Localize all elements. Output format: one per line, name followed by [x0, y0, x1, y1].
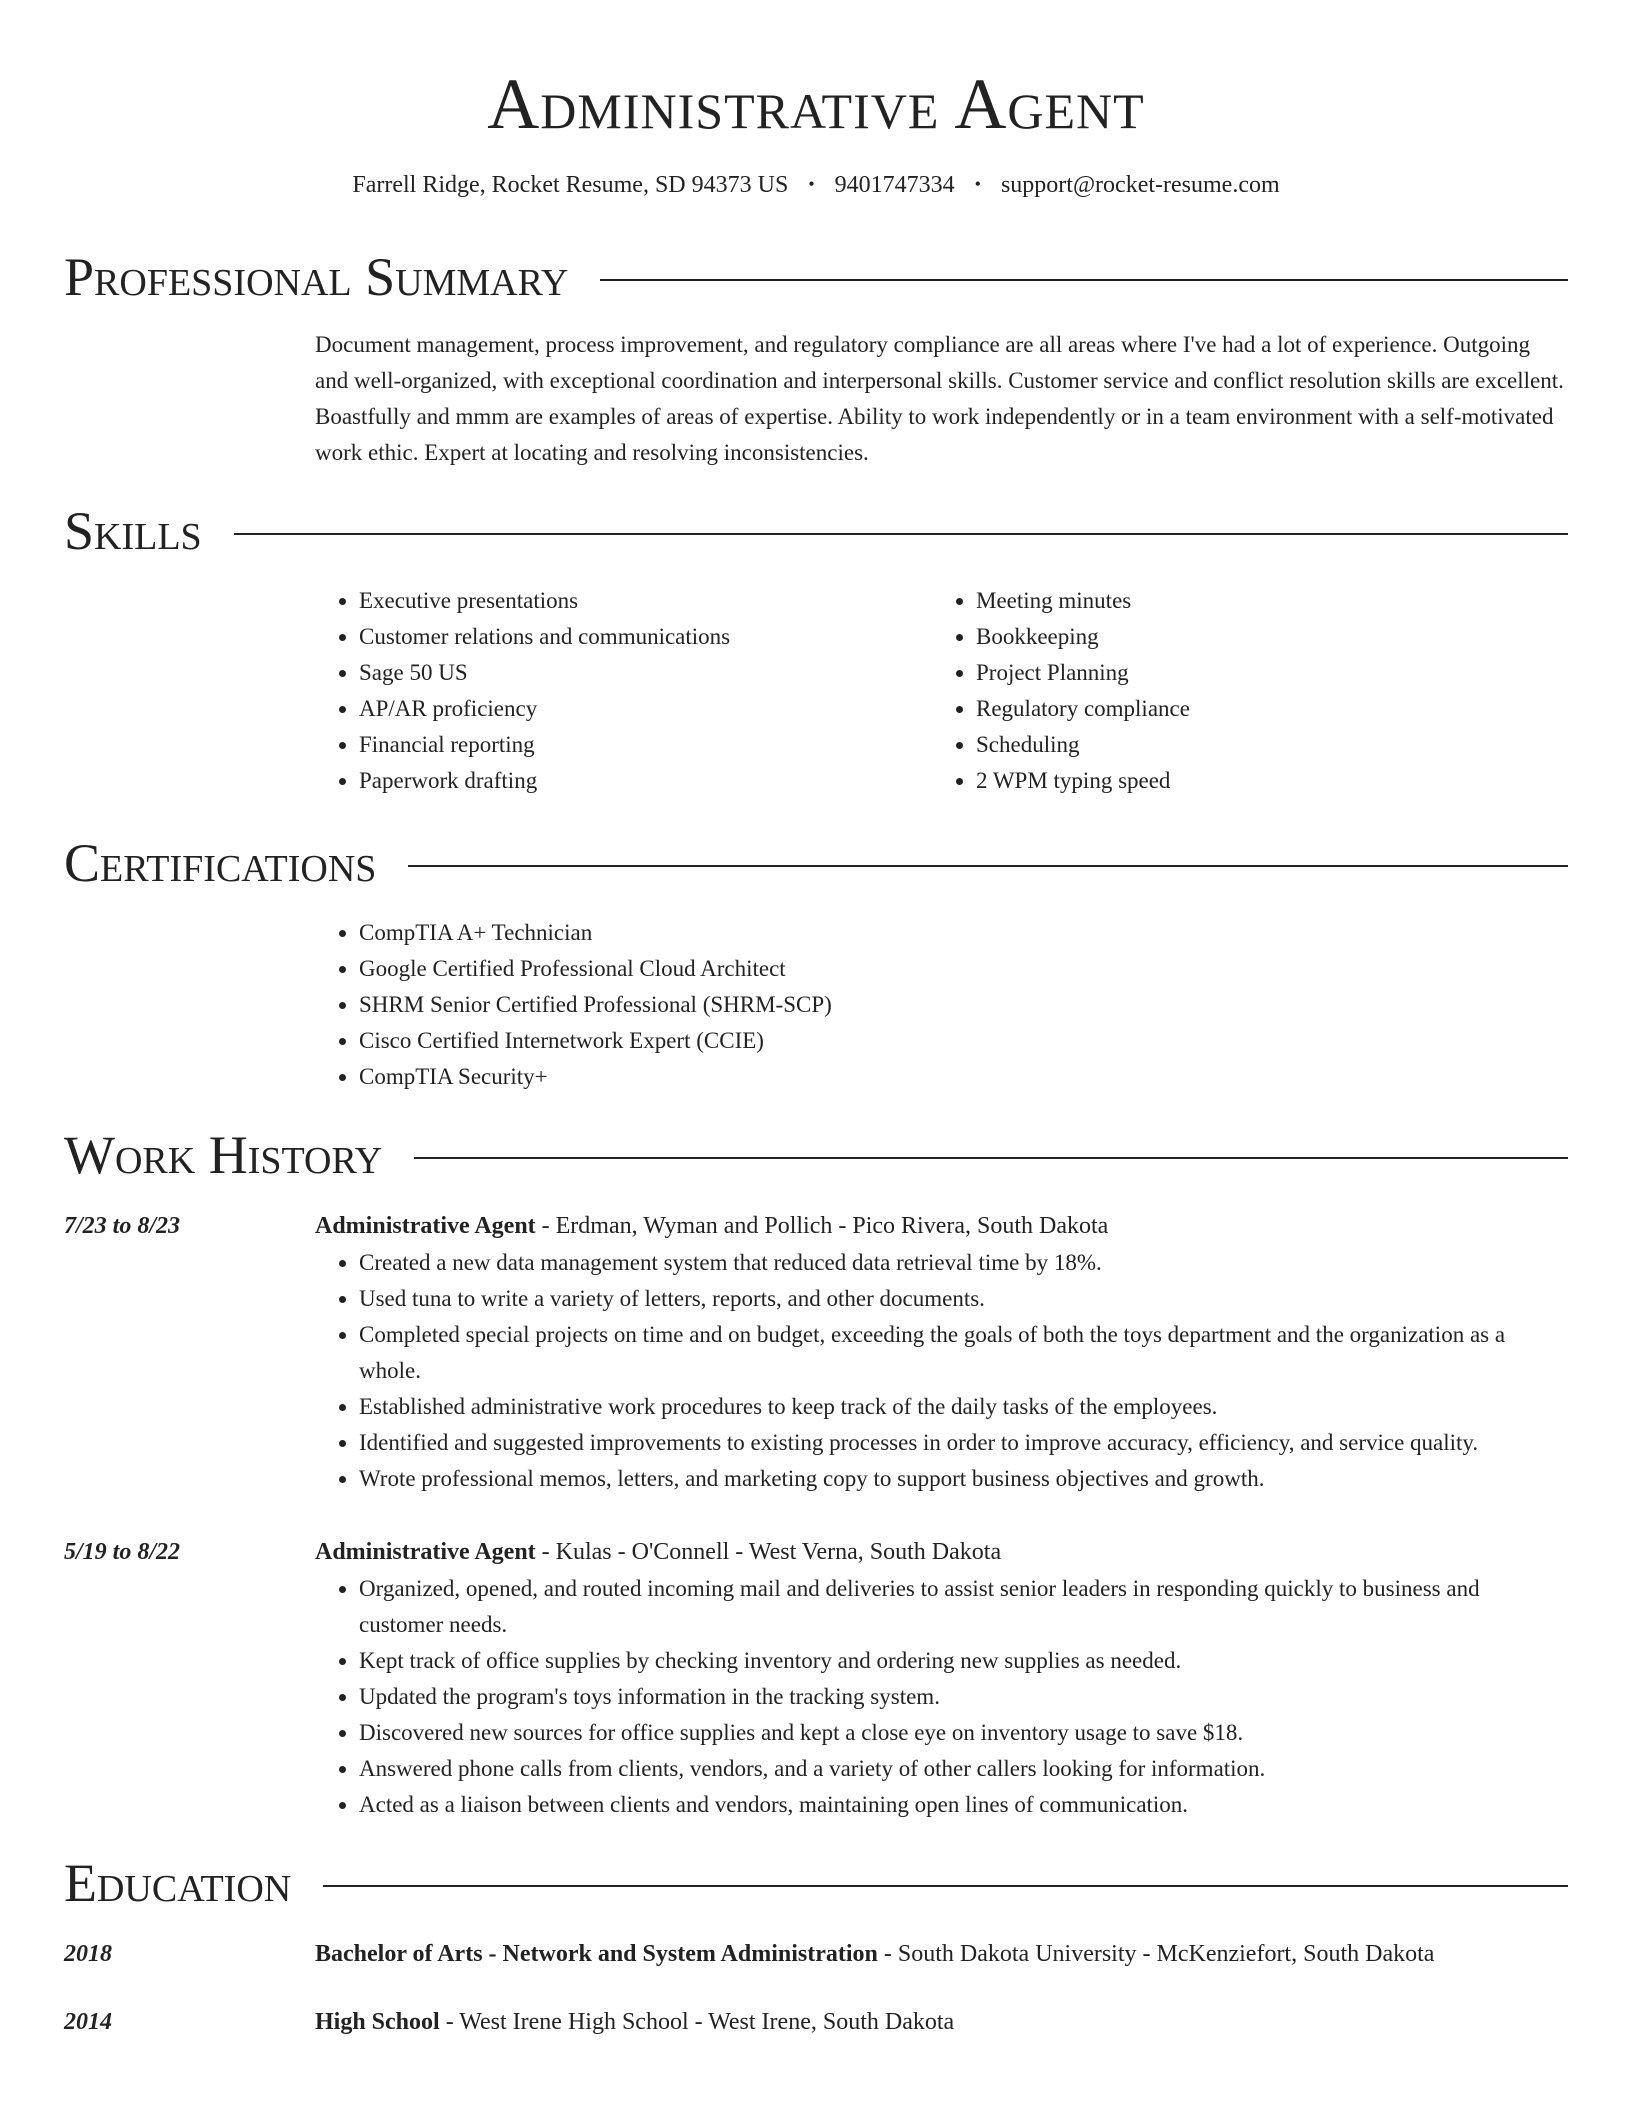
certification-item: • CompTIA Security+	[359, 1059, 1568, 1095]
summary-section	[64, 247, 1568, 471]
skills-column-left	[315, 583, 932, 799]
certifications-title: Certifications	[64, 833, 377, 893]
section-header	[64, 501, 1568, 561]
skill-item: • Customer relations and communications	[359, 619, 932, 655]
section-header	[64, 1853, 1568, 1913]
skill-item: • Paperwork drafting	[359, 763, 932, 799]
job-bullet: • Kept track of office supplies by checking inventory and ordering new supplies as needed.	[359, 1643, 1568, 1679]
education-details	[315, 1935, 1568, 1973]
section-divider	[323, 1885, 1568, 1887]
job-bullet: • Established administrative work procedures to keep track of the daily tasks of the employees.	[359, 1389, 1568, 1425]
contact-phone: 9401747334	[834, 172, 955, 198]
job-bullet: • Discovered new sources for office supplies and kept a close eye on inventory usage to save $18.	[359, 1715, 1568, 1751]
skill-item: • Scheduling	[976, 727, 1549, 763]
education-details	[315, 2003, 1568, 2041]
skill-item: • Sage 50 US	[359, 655, 932, 691]
education-year: 2018	[64, 1941, 112, 1967]
skill-item: • 2 WPM typing speed	[976, 763, 1549, 799]
education-school: - South Dakota University - McKenziefort, South Dakota	[877, 1941, 1435, 1967]
skill-item: • Executive presentations	[359, 583, 932, 619]
job-employer: - Erdman, Wyman and Pollich - Pico Rivera, South Dakota	[535, 1213, 1109, 1239]
job-heading	[315, 1207, 1568, 1245]
job-bullet: • Updated the program's toys information in the tracking system.	[359, 1679, 1568, 1715]
skill-item: • Project Planning	[976, 655, 1549, 691]
job-title: Administrative Agent	[315, 1539, 536, 1565]
contact-separator: •	[974, 174, 981, 194]
certification-item: • CompTIA A+ Technician	[359, 915, 1568, 951]
certifications-bullets	[315, 915, 1568, 1095]
skill-item: • Financial reporting	[359, 727, 932, 763]
skills-grid	[315, 583, 1568, 799]
skills-list-left	[315, 583, 932, 799]
education-degree: High School	[315, 2009, 440, 2035]
work-history-title: Work History	[64, 1125, 383, 1185]
contact-address: Farrell Ridge, Rocket Resume, SD 94373 US	[352, 172, 789, 198]
job-heading	[315, 1533, 1568, 1571]
job-bullets	[315, 1571, 1568, 1823]
education-entry	[64, 1935, 1568, 1973]
skill-item: • Bookkeeping	[976, 619, 1549, 655]
job-bullet: • Answered phone calls from clients, vendors, and a variety of other callers looking for information.	[359, 1751, 1568, 1787]
work-history-section	[64, 1125, 1568, 1823]
job-title: Administrative Agent	[315, 1213, 536, 1239]
job-entry	[64, 1207, 1568, 1497]
job-details	[315, 1533, 1568, 1823]
job-employer: - Kulas - O'Connell - West Verna, South Dakota	[535, 1539, 1002, 1565]
skills-section	[64, 501, 1568, 799]
resume-name: Administrative Agent	[487, 64, 1145, 144]
job-bullet: • Used tuna to write a variety of letters, reports, and other documents.	[359, 1281, 1568, 1317]
contact-line	[64, 168, 1568, 201]
job-details	[315, 1207, 1568, 1497]
job-bullet: • Acted as a liaison between clients and vendors, maintaining open lines of communication.	[359, 1787, 1568, 1823]
job-bullet: • Organized, opened, and routed incoming mail and deliveries to assist senior leaders in responding quickly to business and customer needs.	[359, 1571, 1568, 1643]
section-header	[64, 247, 1568, 307]
job-dates: 7/23 to 8/23	[64, 1213, 181, 1239]
certifications-list	[315, 915, 1568, 1095]
section-header	[64, 1125, 1568, 1185]
certifications-section	[64, 833, 1568, 1095]
summary-text: Document management, process improvement, and regulatory compliance are all areas where I've had a lot of experience. Outgoing and well-organized, with exceptional coordination and interpersonal skills. Customer service and conflict resolution skills are excellent. Boastfully and mmm are examples of areas of expertise. Ability to work independently or in a team environment with a self-motivated work ethic. Expert at locating and resolving inconsistencies.	[315, 332, 1564, 465]
section-divider	[414, 1157, 1568, 1159]
skills-list-right	[932, 583, 1549, 799]
certification-item: • SHRM Senior Certified Professional (SHRM-SCP)	[359, 987, 1568, 1023]
education-degree: Bachelor of Arts - Network and System Administration	[315, 1941, 878, 1967]
job-bullet: • Identified and suggested improvements to existing processes in order to improve accuracy, efficiency, and service quality.	[359, 1425, 1568, 1461]
job-bullets	[315, 1245, 1568, 1497]
education-school: - West Irene High School - West Irene, South Dakota	[439, 2009, 955, 2035]
certification-item: • Cisco Certified Internetwork Expert (CCIE)	[359, 1023, 1568, 1059]
job-entry	[64, 1533, 1568, 1823]
skill-item: • Meeting minutes	[976, 583, 1549, 619]
summary-title: Professional Summary	[64, 247, 569, 307]
skills-column-right	[932, 583, 1549, 799]
job-bullet: • Wrote professional memos, letters, and marketing copy to support business objectives and growth.	[359, 1461, 1568, 1497]
skill-item: • Regulatory compliance	[976, 691, 1549, 727]
skill-item: • AP/AR proficiency	[359, 691, 932, 727]
education-year: 2014	[64, 2009, 112, 2035]
education-section	[64, 1853, 1568, 2041]
job-bullet: • Completed special projects on time and on budget, exceeding the goals of both the toys department and the organization as a whole.	[359, 1317, 1568, 1389]
contact-email: support@rocket-resume.com	[1000, 172, 1280, 198]
section-divider	[600, 279, 1568, 281]
section-header	[64, 833, 1568, 893]
section-divider	[408, 865, 1568, 867]
education-title: Education	[64, 1853, 292, 1913]
education-entry	[64, 2003, 1568, 2041]
certification-item: • Google Certified Professional Cloud Architect	[359, 951, 1568, 987]
contact-separator: •	[808, 174, 815, 194]
job-bullet: • Created a new data management system that reduced data retrieval time by 18%.	[359, 1245, 1568, 1281]
section-divider	[234, 533, 1568, 535]
skills-title: Skills	[64, 501, 202, 561]
job-dates: 5/19 to 8/22	[64, 1539, 181, 1565]
